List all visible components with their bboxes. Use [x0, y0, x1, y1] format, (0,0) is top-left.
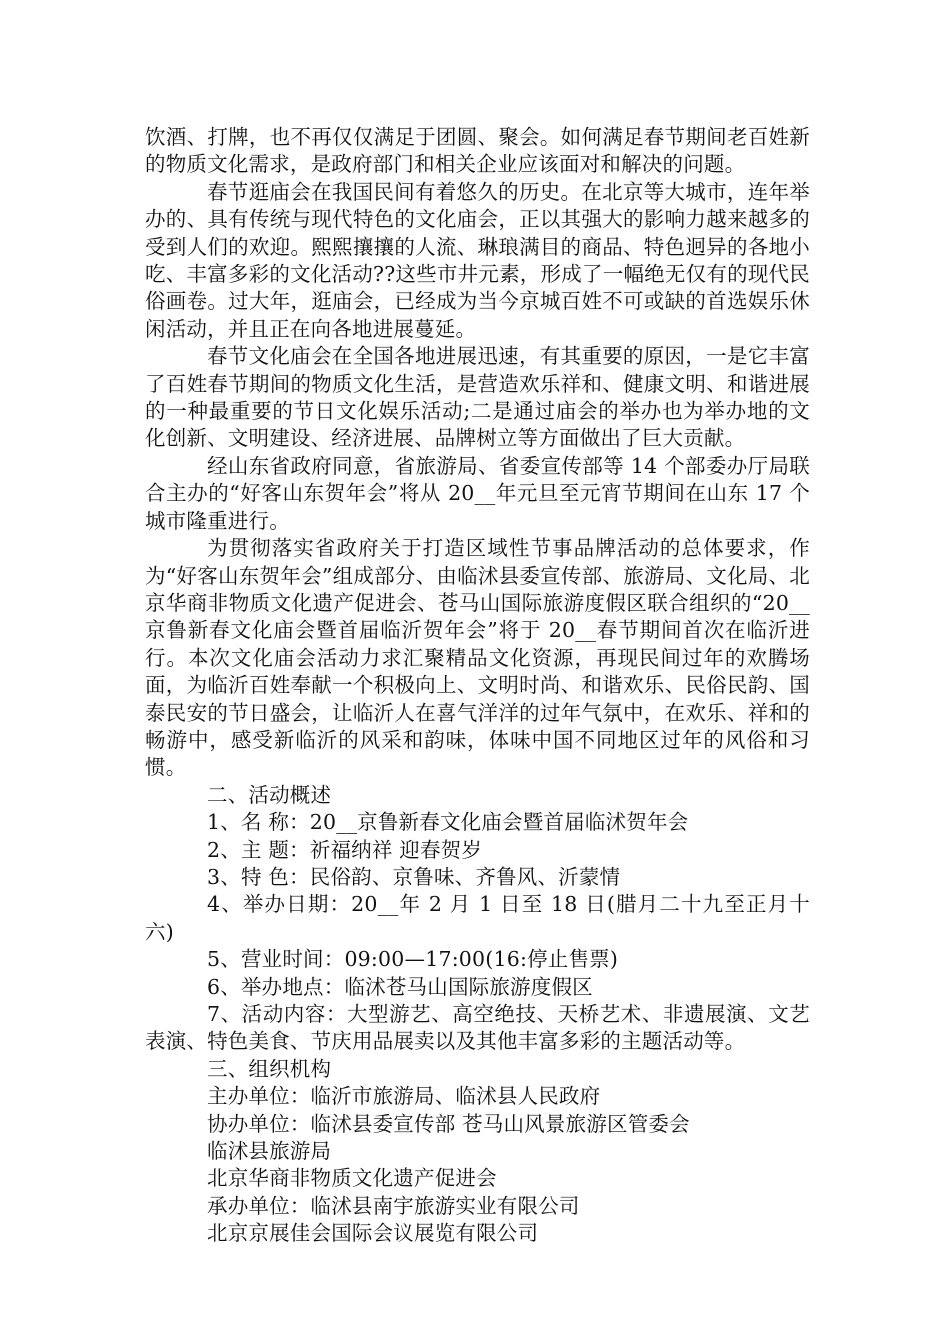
overview-item-content: 7、活动内容：大型游艺、高空绝技、天桥艺术、非遗展演、文艺表演、特色美食、节庆用品展卖以及其他丰富多彩的主题活动等。 [145, 1002, 810, 1054]
paragraph-intro-continued: 饮酒、打牌，也不再仅仅满足于团圆、聚会。如何满足春节期间老百姓新的物质文化需求，是政府部门和相关企业应该面对和解决的问题。 [145, 125, 810, 177]
section-heading-overview: 二、活动概述 [207, 782, 332, 807]
overview-item-dates: 4、举办日期：20__年 2 月 1 日至 18 日(腊月二十九至正月十六) [145, 892, 810, 944]
section-heading-organization: 三、组织机构 [207, 1056, 332, 1081]
organization-undertaker-exhibition: 北京京展佳会国际会议展览有限公司 [207, 1221, 539, 1246]
overview-item-location: 6、举办地点：临沭苍马山国际旅游度假区 [207, 974, 593, 999]
paragraph-shandong-new-year: 经山东省政府同意，省旅游局、省委宣传部等 14 个部委办厅局联合主办的“好客山东贺年会”将从 20__年元旦至元宵节期间在山东 17 个城市隆重进行。 [145, 453, 810, 533]
overview-item-theme: 2、主 题：祈福纳祥 迎春贺岁 [207, 837, 483, 862]
organization-co-organizer: 协办单位：临沭县委宣传部 苍马山风景旅游区管委会 [207, 1111, 690, 1136]
overview-item-name: 1、名 称：20__京鲁新春文化庙会暨首届临沭贺年会 [207, 810, 689, 835]
organization-co-organizer-tourism: 临沭县旅游局 [207, 1139, 332, 1164]
overview-item-features: 3、特 色：民俗韵、京鲁味、齐鲁风、沂蒙情 [207, 864, 621, 889]
paragraph-temple-fair-importance: 春节文化庙会在全国各地进展迅速，有其重要的原因，一是它丰富了百姓春节期间的物质文化生活，是营造欢乐祥和、健康文明、和谐进展的一种最重要的节日文化娱乐活动;二是通过庙会的举办也为举办地的文化创新、文明建设、经济进展、品牌树立等方面做出了巨大贡献。 [145, 344, 810, 451]
organization-host: 主办单位：临沂市旅游局、临沭县人民政府 [207, 1084, 601, 1109]
document-body [145, 124, 810, 1248]
paragraph-temple-fair-history: 春节逛庙会在我国民间有着悠久的历史。在北京等大城市，连年举办的、具有传统与现代特色的文化庙会，正以其强大的影响力越来越多的受到人们的欢迎。熙熙攘攘的人流、琳琅满目的商品、特色迥异的各地小吃、丰富多彩的文化活动??这些市井元素，形成了一幅绝无仅有的现代民俗画卷。过大年，逛庙会，已经成为当今京城百姓不可或缺的首选娱乐休闲活动，并且正在向各地进展蔓延。 [145, 179, 810, 341]
organization-undertaker: 承办单位：临沭县南宇旅游实业有限公司 [207, 1193, 580, 1218]
overview-item-hours: 5、营业时间：09:00—17:00(16:停止售票) [207, 947, 619, 972]
organization-co-organizer-heritage: 北京华商非物质文化遗产促进会 [207, 1166, 497, 1191]
paragraph-linyi-event: 为贯彻落实省政府关于打造区域性节事品牌活动的总体要求，作为“好客山东贺年会”组成部分、由临沭县委宣传部、旅游局、文化局、北京华商非物质文化遗产促进会、苍马山国际旅游度假区联合组织的“20__京鲁新春文化庙会暨首届临沂贺年会”将于 20__春节期间首次在临沂进行。本次文化庙会活动力求汇聚精品文化资源，再现民间过年的欢腾场面，为临沂百姓奉献一个积极向上、文明时尚、和谐欢乐、民俗民韵、国泰民安的节日盛会，让临沂人在喜气洋洋的过年气氛中，在欢乐、祥和的畅游中，感受新临沂的风采和韵味，体味中国不同地区过年的风俗和习惯。 [145, 536, 810, 780]
